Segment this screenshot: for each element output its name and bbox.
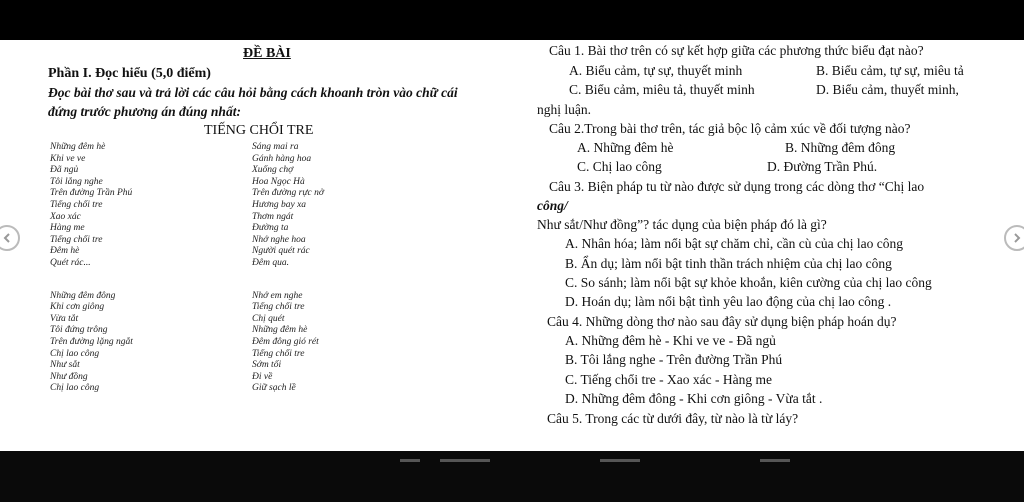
poem-line: Tiếng chổi tre (50, 234, 103, 245)
poem-line: Trên đường lặng ngắt (50, 337, 133, 347)
poem-line: Sáng mai ra (252, 142, 299, 152)
poem-line: Đêm hè (50, 246, 80, 257)
bar-mark (760, 459, 790, 462)
poem-line: Nhớ nghe hoa (252, 234, 306, 245)
poem-line: Chị lao công (50, 348, 100, 359)
poem-line: Vừa tắt (50, 313, 79, 324)
poem-line: Trên đường rực nở (252, 188, 324, 199)
instruction-line-2: đứng trước phương án đúng nhất: (48, 104, 241, 119)
poem-line: Đêm đông gió rét (252, 337, 319, 347)
poem-line: Tôi lắng nghe (50, 176, 103, 187)
poem-line: Hàng me (50, 223, 85, 234)
next-page-button[interactable] (1004, 225, 1024, 251)
poem-line: Chị lao công (50, 383, 100, 394)
poem-line: Những đêm hè (252, 325, 308, 336)
q4-option-a: A. Những đêm hè - Khi ve ve - Đã ngủ (565, 333, 776, 348)
q4-option-c: C. Tiếng chổi tre - Xao xác - Hàng me (565, 372, 772, 387)
exam-title: ĐỀ BÀI (243, 46, 291, 61)
poem-line: Khi cơn giông (50, 302, 105, 313)
poem-line: Trên đường Trần Phú (50, 188, 133, 199)
poem-line: Gánh hàng hoa (252, 153, 312, 164)
q2-option-c: C. Chị lao công (577, 159, 662, 174)
poem-line: Những đêm đông (50, 290, 116, 301)
poem-line: Hoa Ngọc Hà (252, 176, 305, 187)
poem-line: Như sắt (50, 360, 80, 371)
chevron-left-icon (1, 232, 13, 244)
q1-option-c: C. Biểu cảm, miêu tả, thuyết minh (569, 82, 755, 97)
bottom-bar (0, 451, 1024, 502)
poem-line: Xao xác (50, 211, 81, 222)
question-5: Câu 5. Trong các từ dưới đây, từ nào là từ láy? (547, 411, 799, 426)
poem-line: Khi ve ve (50, 153, 86, 164)
poem-line: Tôi đứng trông (50, 325, 108, 336)
question-3-line-2: công/ (537, 198, 568, 213)
poem-line: Đường ta (252, 223, 289, 234)
q3-option-b: B. Ẩn dụ; làm nổi bật tinh thần trách nhiệm của chị lao công (565, 256, 892, 271)
poem-line: Nhớ em nghe (252, 290, 303, 301)
q1-option-d: D. Biểu cảm, thuyết minh, (816, 82, 959, 97)
poem-line: Giữ sạch lề (252, 383, 296, 394)
part-heading: Phần I. Đọc hiểu (5,0 điểm) (48, 66, 211, 81)
document-page (0, 40, 1024, 451)
q2-option-a: A. Những đêm hè (577, 140, 674, 155)
question-3-line-1: Câu 3. Biện pháp tu từ nào được sử dụng trong các dòng thơ “Chị lao (549, 179, 925, 194)
question-2: Câu 2.Trong bài thơ trên, tác giả bộc lộ cảm xúc về đối tượng nào? (549, 121, 911, 136)
poem-line: Xuống chợ (252, 165, 294, 176)
left-column (0, 40, 520, 451)
q3-option-d: D. Hoán dụ; làm nổi bật tình yêu lao động của chị lao công . (565, 294, 892, 309)
poem-line: Chị quét (252, 313, 285, 324)
q1-option-a: A. Biểu cảm, tự sự, thuyết minh (569, 63, 743, 78)
right-column (533, 40, 1024, 451)
poem-line: Người quét rác (252, 246, 310, 257)
instruction-line-1: Đọc bài thơ sau và trả lời các câu hỏi bằng cách khoanh tròn vào chữ cái (48, 85, 458, 100)
q2-option-d: D. Đường Trần Phú. (767, 159, 878, 174)
poem-line: Đã ngủ (50, 165, 79, 176)
poem-line: Tiếng chổi tre (50, 200, 103, 210)
poem-line: Hương bay xa (252, 200, 307, 210)
chevron-right-icon (1011, 232, 1023, 244)
poem-line: Đi về (252, 371, 273, 382)
q4-option-b: B. Tôi lắng nghe - Trên đường Trần Phú (565, 352, 783, 367)
question-3-line-3: Như sắt/Như đồng”? tác dụng của biện pháp đó là gì? (537, 217, 827, 232)
question-4: Câu 4. Những dòng thơ nào sau đây sử dụng biện pháp hoán dụ? (547, 314, 897, 329)
poem-line: Quét rác... (50, 258, 91, 268)
poem-line: Sớm tối (252, 360, 282, 371)
q3-option-a: A. Nhân hóa; làm nổi bật sự chăm chỉ, cần cù của chị lao công (565, 236, 903, 251)
poem-line: Đêm qua. (252, 258, 289, 268)
q2-option-b: B. Những đêm đông (785, 140, 896, 155)
poem-line: Tiếng chổi tre (252, 348, 305, 359)
q1-option-d-cont: nghị luận. (537, 102, 591, 117)
bar-mark (440, 459, 490, 462)
poem-title: TIẾNG CHỔI TRE (204, 123, 314, 138)
poem-line: Thơm ngát (252, 211, 294, 222)
poem-line: Tiếng chổi tre (252, 302, 305, 313)
bar-mark (600, 459, 640, 462)
q3-option-c: C. So sánh; làm nổi bật sự khỏe khoắn, kiên cường của chị lao công (565, 275, 932, 290)
poem-line: Như đồng (50, 371, 88, 382)
question-1: Câu 1. Bài thơ trên có sự kết hợp giữa các phương thức biểu đạt nào? (549, 43, 924, 58)
q1-option-b: B. Biểu cảm, tự sự, miêu tả (816, 63, 964, 78)
q4-option-d: D. Những đêm đông - Khi cơn giông - Vừa tắt . (565, 391, 823, 406)
bar-mark (400, 459, 420, 462)
poem-line: Những đêm hè (50, 142, 106, 152)
